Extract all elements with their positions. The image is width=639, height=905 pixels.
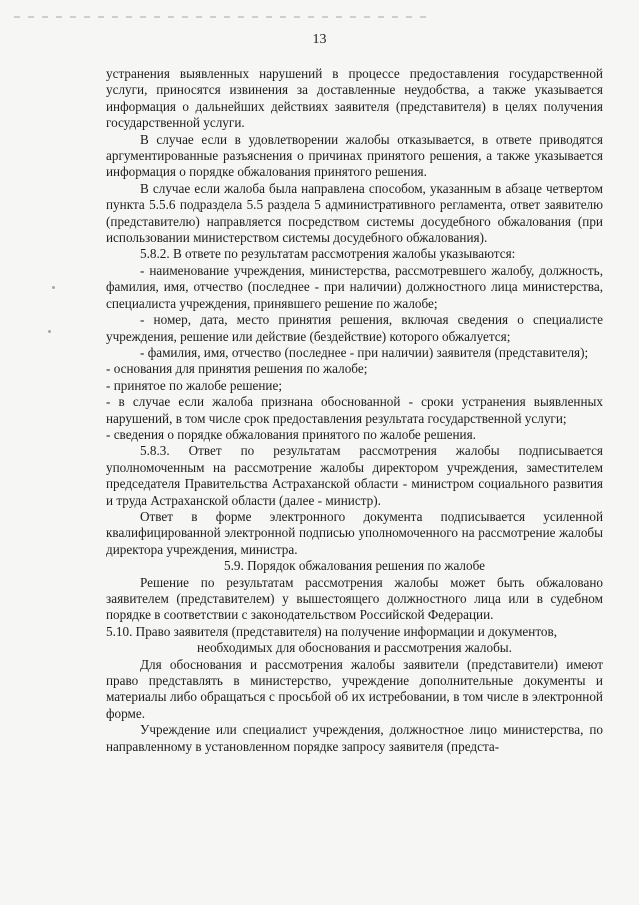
paragraph-p4: 5.8.2. В ответе по результатам рассмотрения жалобы указываются: [140,246,516,262]
section-heading-5-9: 5.9. Порядок обжалования решения по жалобе [223,558,485,574]
paragraph-p10: - в случае если жалоба признана обоснованной - сроки устранения выявленных нарушений, в том числе срок предоставления результата государственной услуги; [106,394,603,426]
paragraph-p11: - сведения о порядке обжалования принятого по жалобе решения. [106,426,476,442]
paragraph-p5: - наименование учреждения, министерства, рассмотревшего жалобу, должность, фамилия, имя, отчество (последнее - при наличии) должностного лица министерства, специалиста учреждения, принявшего решение по жалобе; [106,262,603,311]
section-heading-5-10-line1: 5.10. Право заявителя (представителя) на получение информации и документов, [106,623,558,639]
paragraph-p16: Для обоснования и рассмотрения жалобы заявители (представители) имеют право представлять в министерство, учреждение дополнительные документы и материалы либо обращаться с просьбой об их истребовании, в том числе в электронной форме. [106,656,603,721]
paragraph-p17: Учреждение или специалист учреждения, должностное лицо министерства, по направленному в установленном порядке запросу заявителя (предста- [106,722,603,754]
paragraph-p6: - номер, дата, место принятия решения, включая сведения о специалисте учреждения, решение или действие (бездействие) которого обжалуется; [106,312,603,344]
paragraph-p8: - основания для принятия решения по жалобе; [106,361,368,377]
page-number: 13 [312,32,327,47]
paragraph-p15: Решение по результатам рассмотрения жалобы может быть обжаловано заявителем (представителем) у вышестоящего должностного лица или в судебном порядке в соответствии с законодательством Российской Федерации. [106,574,603,623]
paragraph-p1: устранения выявленных нарушений в процессе предоставления государственной услуги, приносятся извинения за доставленные неудобства, а также указывается информация о дальнейших действиях заявителя (представителя) в целях получения государственной услуги. [106,66,603,131]
paragraph-p12: 5.8.3. Ответ по результатам рассмотрения жалобы подписывается уполномоченным на рассмотрение жалобы директором учреждения, заместителем председателя Правительства Астраханской области - министром социального развития и труда Астраханской области (далее - министр). [106,443,603,508]
paragraph-p7: - фамилия, имя, отчество (последнее - при наличии) заявителя (представителя); [140,344,589,360]
section-heading-5-10 [106,624,603,657]
scan-speck [52,286,55,289]
paragraph-p2: В случае если в удовлетворении жалобы отказывается, в ответе приводятся аргументированные разъяснения о причинах принятого решения, а также указывается информация о порядке обжалования принятого решения. [106,131,603,180]
paragraph-p9: - принятое по жалобе решение; [106,377,282,393]
paragraph-p3: В случае если жалоба была направлена способом, указанным в абзаце четвертом пункта 5.5.6 подраздела 5.5 раздела 5 административного регламента, ответ заявителю (представителю) направляется посредством системы досудебного обжалования (при использовании министерством системы досудебного обжалования). [106,180,603,246]
paragraph-p13: Ответ в форме электронного документа подписывается усиленной квалифицированной электронной подписью уполномоченного на рассмотрение жалобы директора учреждения, министра. [106,508,603,557]
scan-speck [48,330,51,333]
scan-artifact-line [14,16,434,18]
document-body [106,66,603,755]
section-heading-5-10-line2: необходимых для обоснования и рассмотрения жалобы. [197,640,512,656]
